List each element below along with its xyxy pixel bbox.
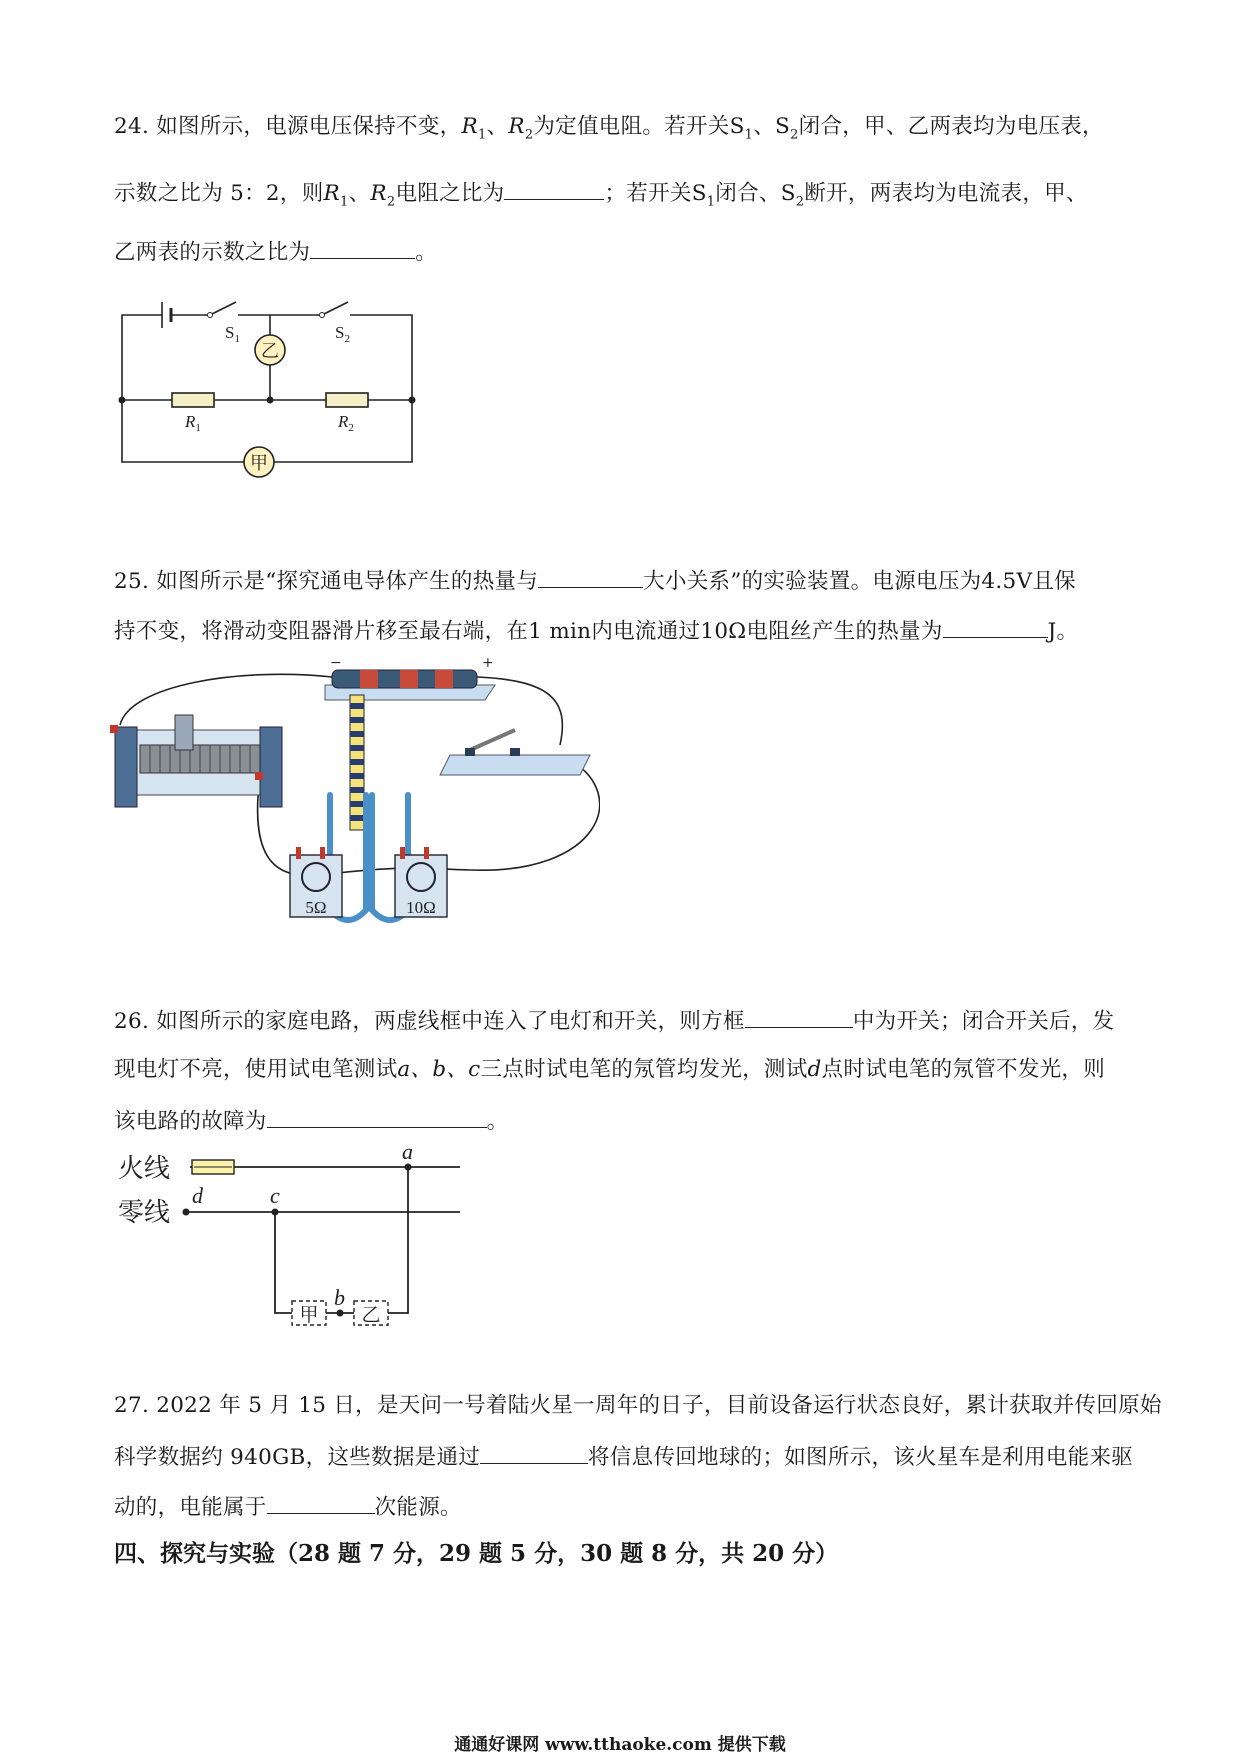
q26-line-1: 26. 如图所示的家庭电路，两虚线框中连入了电灯和开关，则方框 中为开关；闭合开关后，发: [114, 1005, 1114, 1037]
container-5ohm-label: 5Ω: [305, 898, 327, 917]
q25-apparatus-illustration: [110, 655, 600, 955]
q24-line-1: 24. 如图所示，电源电压保持不变，$R_1$、$R_2$为定值电阻。若开关$S_1$、$S_2$闭合，甲、乙两表均为电压表，: [114, 114, 1104, 143]
q27-line-3: 动的，电能属于 次能源。: [114, 1491, 462, 1523]
answer-blank[interactable]: [504, 177, 604, 200]
meter-yi-label: 乙: [261, 341, 279, 362]
answer-blank[interactable]: [267, 1105, 487, 1128]
neutral-wire-label: 零线: [118, 1198, 171, 1228]
label-s1: $S_1$: [225, 323, 240, 345]
q27-line-2: 科学数据约 940GB，这些数据是通过 将信息传回地球的；如图所示，该火星车是利用电能来驱: [114, 1441, 1133, 1473]
q25-line-2: 持不变，将滑动变阻器滑片移至最右端，在1 min内电流通过10Ω电阻丝产生的热量为 J。: [114, 615, 1078, 647]
meter-jia-label: 甲: [250, 453, 268, 474]
q24-circuit-diagram: [110, 290, 430, 480]
container-10ohm-label: 10Ω: [406, 898, 436, 917]
q25-line-1: 25. 如图所示是“探究通电导体产生的热量与 大小关系”的实验装置。电源电压为4.5V且保: [114, 565, 1076, 597]
box-yi-label: 乙: [361, 1304, 381, 1326]
page-footer: 通通好课网 www.tthaoke.com 提供下载: [454, 1735, 786, 1755]
answer-blank[interactable]: [538, 565, 643, 588]
point-d-label: d: [192, 1183, 203, 1208]
label-s2: $S_2$: [335, 323, 350, 345]
point-a-label: a: [402, 1145, 413, 1164]
point-c-label: c: [270, 1183, 280, 1208]
q27-line-1: 27. 2022 年 5 月 15 日，是天问一号着陆火星一周年的日子，目前设备运行状态良好，累计获取并传回原始: [114, 1393, 1162, 1418]
q26-line-2: 现电灯不亮，使用试电笔测试a、b、c三点时试电笔的氖管均发光，测试d点时试电笔的氖管不发光，则: [114, 1057, 1106, 1082]
battery-minus-label: −: [330, 655, 342, 671]
battery-plus-label: +: [482, 655, 494, 671]
label-r1: $R_1$: [185, 412, 201, 434]
q26-line-3: 该电路的故障为 。: [114, 1105, 508, 1137]
answer-blank[interactable]: [480, 1441, 588, 1464]
q26-household-circuit-diagram: [110, 1145, 470, 1335]
label-r2: $R_2$: [338, 412, 354, 434]
answer-blank[interactable]: [943, 615, 1048, 638]
point-b-label: b: [334, 1285, 345, 1310]
q24-line-3: 乙两表的示数之比为 。: [114, 236, 437, 268]
answer-blank[interactable]: [310, 236, 415, 259]
section-four-heading: 四、探究与实验（28 题 7 分，29 题 5 分，30 题 8 分，共 20 分）: [114, 1540, 839, 1567]
live-wire-label: 火线: [118, 1154, 171, 1184]
answer-blank[interactable]: [745, 1005, 853, 1028]
box-jia-label: 甲: [299, 1304, 319, 1326]
answer-blank[interactable]: [267, 1491, 375, 1514]
q24-line-2: 示数之比为 5：2，则$R_1$、$R_2$电阻之比为 ；若开关$S_1$闭合、$S_2$断开，两表均为电流表，甲、: [114, 177, 1088, 217]
